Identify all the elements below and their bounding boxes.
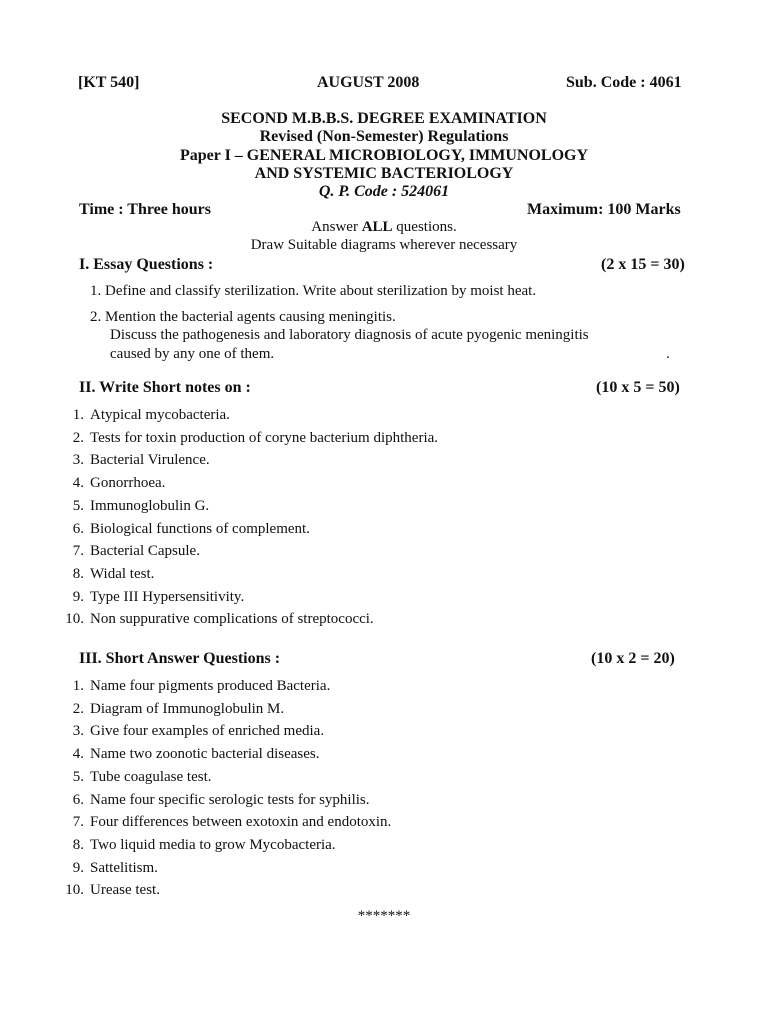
list-item (62, 770, 212, 785)
exam-date: AUGUST 2008 (317, 74, 420, 91)
list-item (62, 747, 320, 762)
item-text: Name four specific serologic tests for syphilis. (90, 791, 370, 808)
item-number: 6. (72, 520, 84, 537)
item-text: Non suppurative complications of streptococci. (90, 611, 374, 628)
item-text: Biological functions of complement. (90, 520, 310, 537)
item-number: 7. (72, 543, 84, 560)
qp-code: Q. P. Code : 524061 (318, 183, 450, 200)
item-number: 4. (72, 746, 84, 763)
item-number: 3. (72, 723, 84, 740)
list-item (62, 567, 154, 582)
time-allowed: Time : Three hours (79, 201, 212, 218)
item-number: 10. (65, 882, 84, 899)
item-number: 5. (72, 768, 84, 785)
stray-dot: . (666, 346, 670, 362)
list-item (62, 679, 330, 694)
item-text: Atypical mycobacteria. (90, 407, 230, 423)
end-stars: ******* (357, 908, 411, 924)
item-number: 5. (72, 497, 84, 514)
regulations: Revised (Non-Semester) Regulations (259, 128, 509, 145)
item-text: Sattelitism. (90, 859, 158, 876)
paper-title-line1: Paper I – GENERAL MICROBIOLOGY, IMMUNOLOGY (179, 147, 589, 164)
item-number: 10. (65, 611, 84, 628)
essay-question-2-line3: caused by any one of them. (110, 346, 275, 362)
paper-title-line2: AND SYSTEMIC BACTERIOLOGY (254, 165, 514, 182)
item-number: 1. (72, 678, 84, 694)
item-number: 2. (72, 700, 84, 717)
item-text: Type III Hypersensitivity. (90, 588, 245, 605)
item-number: 9. (72, 859, 84, 876)
list-item (62, 861, 158, 876)
item-text: Gonorrhoea. (90, 475, 166, 492)
list-item (62, 702, 284, 717)
essay-question-2-line2: Discuss the pathogenesis and laboratory diagnosis of acute pyogenic meningitis (110, 327, 589, 343)
item-number: 6. (72, 791, 84, 808)
item-number: 4. (72, 475, 84, 492)
subject-code: Sub. Code : 4061 (566, 74, 682, 91)
list-item (62, 612, 374, 627)
exam-code: [KT 540] (78, 74, 140, 91)
list-item (62, 408, 230, 423)
essay-question-2: 2. Mention the bacterial agents causing meningitis. (90, 309, 396, 325)
list-item (62, 453, 210, 468)
essay-question-1: 1. Define and classify sterilization. Write about sterilization by moist heat. (90, 283, 537, 299)
short-answer-marks: (10 x 2 = 20) (591, 650, 675, 667)
list-item (62, 590, 244, 605)
short-notes-heading: II. Write Short notes on : (79, 379, 251, 396)
maximum-marks: Maximum: 100 Marks (527, 201, 681, 218)
item-text: Bacterial Capsule. (90, 543, 200, 560)
short-answer-heading: III. Short Answer Questions : (79, 650, 281, 667)
item-text: Name four pigments produced Bacteria. (90, 678, 331, 694)
list-item (62, 499, 209, 514)
essay-marks: (2 x 15 = 30) (601, 256, 685, 273)
list-item (62, 476, 165, 491)
item-text: Tube coagulase test. (90, 768, 212, 785)
list-item (62, 522, 310, 537)
list-item (62, 838, 336, 853)
item-number: 1. (72, 407, 84, 423)
list-item (62, 883, 160, 898)
item-text: Diagram of Immunoglobulin M. (90, 700, 285, 717)
item-number: 8. (72, 836, 84, 853)
item-number: 3. (72, 452, 84, 469)
list-item (62, 544, 200, 559)
item-text: Widal test. (90, 565, 155, 582)
short-notes-marks: (10 x 5 = 50) (596, 379, 680, 396)
essay-heading: I. Essay Questions : (79, 256, 214, 273)
item-text: Name two zoonotic bacterial diseases. (90, 746, 320, 763)
item-number: 7. (72, 814, 84, 831)
item-text: Immunoglobulin G. (90, 497, 210, 514)
item-text: Give four examples of enriched media. (90, 723, 325, 740)
item-number: 9. (72, 588, 84, 605)
list-item (62, 431, 438, 446)
item-text: Two liquid media to grow Mycobacteria. (90, 836, 336, 853)
list-item (62, 793, 370, 808)
item-text: Bacterial Virulence. (90, 452, 210, 469)
item-text: Urease test. (90, 882, 160, 899)
item-number: 2. (72, 429, 84, 446)
list-item (62, 815, 391, 830)
diagram-instruction: Draw Suitable diagrams wherever necessary (250, 237, 518, 253)
item-number: 8. (72, 565, 84, 582)
exam-title: SECOND M.B.B.S. DEGREE EXAMINATION (221, 110, 547, 127)
answer-instruction: Answer ALL questions. (311, 219, 457, 235)
item-text: Four differences between exotoxin and endotoxin. (90, 814, 392, 831)
list-item (62, 724, 324, 739)
item-text: Tests for toxin production of coryne bacterium diphtheria. (90, 429, 439, 446)
